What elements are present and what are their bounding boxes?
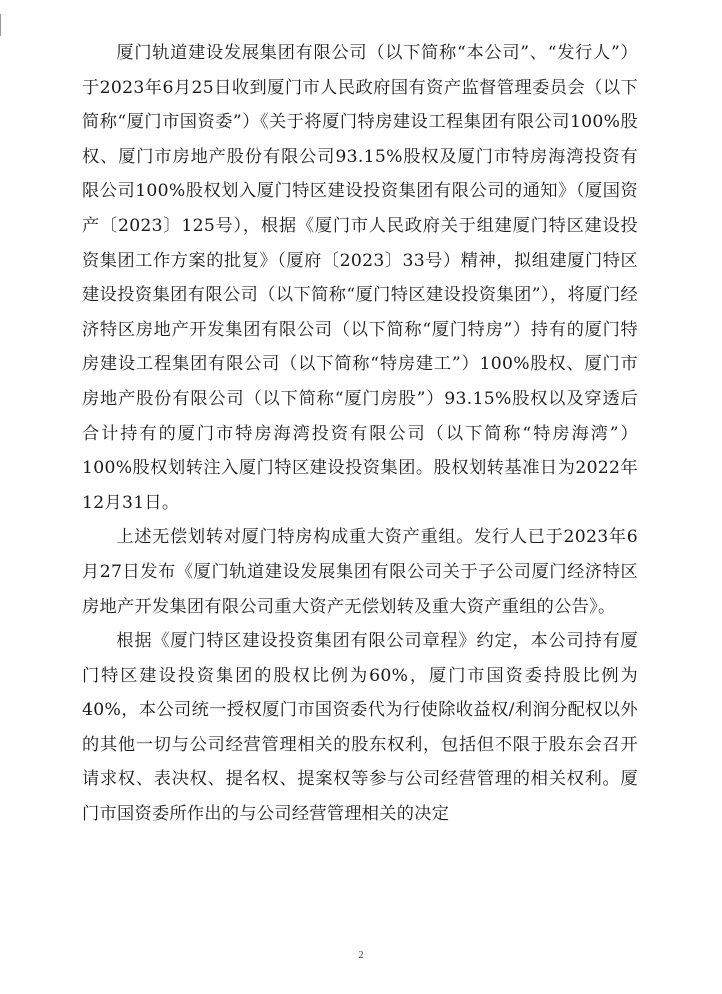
- document-body: [82, 36, 638, 832]
- paragraph-articles-of-association: 根据《厦门特区建设投资集团有限公司章程》约定，本公司持有厦门特区建设投资集团的股权比例为60%，厦门市国资委持股比例为40%，本公司统一授权厦门市国资委代为行使除收益权/利润分配权以外的其他一切与公司经营管理相关的股东权利，包括但不限于股东会召开请求权、表决权、提名权、提案权等参与公司经营管理的相关权利。厦门市国资委所作出的与公司经营管理相关的决定: [82, 631, 638, 825]
- scan-edge-mark: [0, 14, 1, 36]
- paragraph-equity-transfer-notice: 厦门轨道建设发展集团有限公司（以下简称“本公司”、“发行人”）于2023年6月25日收到厦门市人民政府国有资产监督管理委员会（以下简称“厦门市国资委”）《关于将厦门特房建设工程集团有限公司100%股权、厦门市房地产股份有限公司93.15%股权及厦门市特房海湾投资有限公司100%股权划入厦门特区建设投资集团有限公司的通知》（厦国资产〔2023〕125号），根据《厦门市人民政府关于组建厦门特区建设投资集团工作方案的批复》（厦府〔2023〕33号）精神，拟组建厦门特区建设投资集团有限公司（以下简称“厦门特区建设投资集团”），将厦门经济特区房地产开发集团有限公司（以下简称“厦门特房”）持有的厦门特房建设工程集团有限公司（以下简称“特房建工”）100%股权、厦门市房地产股份有限公司（以下简称“厦门房股”）93.15%股权以及穿透后合计持有的厦门市特房海湾投资有限公司（以下简称“特房海湾”）100%股权划转注入厦门特区建设投资集团。股权划转基准日为2022年12月31日。: [82, 43, 638, 513]
- paragraph-major-restructuring: 上述无偿划转对厦门特房构成重大资产重组。发行人已于2023年6月27日发布《厦门轨道建设发展集团有限公司关于子公司厦门经济特区房地产开发集团有限公司重大资产无偿划转及重大资产重组的公告》。: [82, 527, 638, 617]
- page-number: 2: [358, 950, 364, 961]
